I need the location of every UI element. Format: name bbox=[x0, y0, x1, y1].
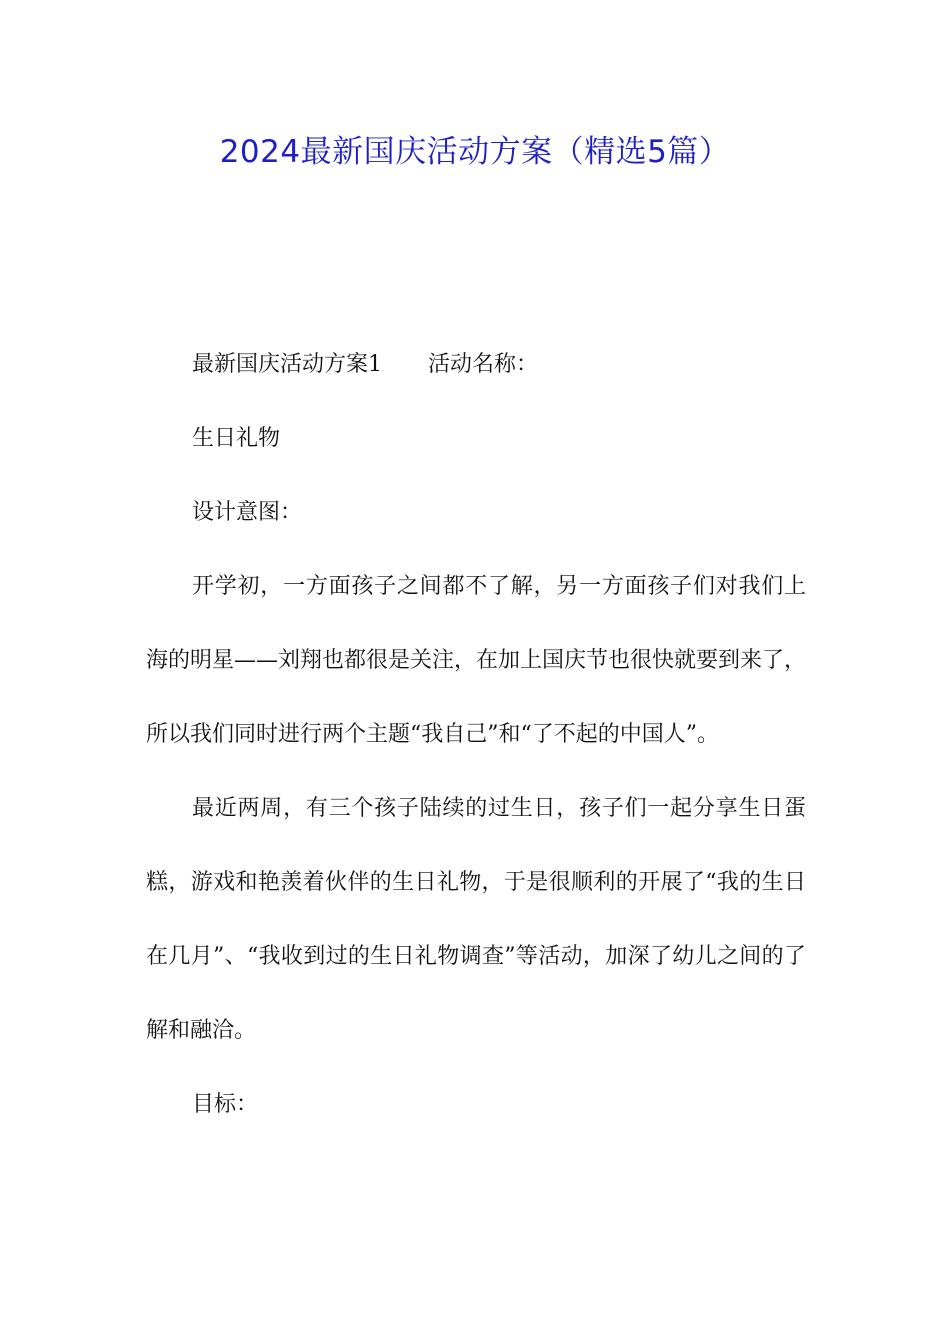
section-heading-row bbox=[146, 328, 806, 402]
section-heading-line bbox=[146, 328, 806, 402]
section-heading: 最新国庆活动方案1 bbox=[192, 352, 382, 377]
activity-name-label: 活动名称： bbox=[428, 352, 539, 377]
paragraph-2: 最近两周，有三个孩子陆续的过生日，孩子们一起分享生日蛋糕，游戏和艳羡着伙伴的生日礼物，于是很顺利的开展了“我的生日在几月”、“我收到过的生日礼物调查”等活动，加深了幼儿之间的了解和融洽。 bbox=[146, 796, 806, 1043]
activity-name: 生日礼物 bbox=[192, 426, 281, 451]
document-title: 2024最新国庆活动方案（精选5篇） bbox=[219, 134, 731, 170]
document-body bbox=[146, 402, 806, 1142]
paragraph-1: 开学初，一方面孩子之间都不了解，另一方面孩子们对我们上海的明星——刘翔也都很是关注，在加上国庆节也很快就要到来了，所以我们同时进行两个主题“我自己”和“了不起的中国人”。 bbox=[146, 574, 807, 747]
goal-label: 目标： bbox=[192, 1092, 259, 1117]
design-intent-label: 设计意图： bbox=[192, 500, 303, 525]
